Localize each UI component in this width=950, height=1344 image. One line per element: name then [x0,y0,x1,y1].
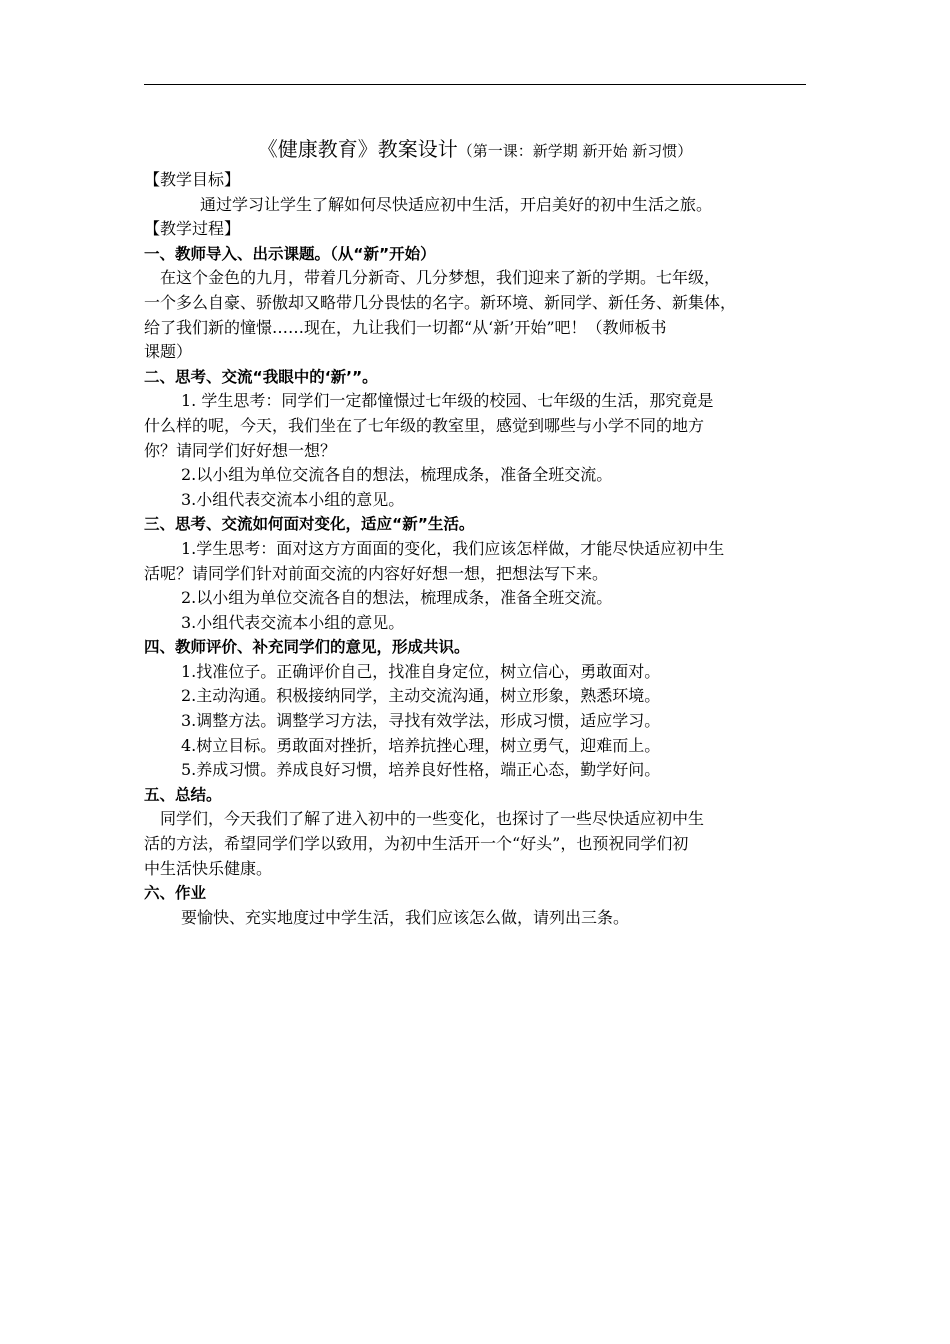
section-5-line: 活的方法，希望同学们学以致用，为初中生活开一个“好头”，也预祝同学们初 [144,834,689,854]
section-4-item: 5.养成习惯。养成良好习惯，培养良好性格，端正心态，勤学好问。 [181,760,661,780]
section-2-item-2: 2.以小组为单位交流各自的想法，梳理成条，准备全班交流。 [181,465,613,485]
section-1-line: 一个多么自豪、骄傲却又略带几分畏怯的名字。新环境、新同学、新任务、新集体， [144,292,737,312]
section-4-item: 2.主动沟通。积极接纳同学，主动交流沟通，树立形象，熟悉环境。 [181,686,661,706]
document-body [144,134,806,930]
section-1-line: 课题） [144,342,193,362]
section-6-heading: 六、作业 [144,884,207,903]
section-4-item: 1.找准位子。正确评价自己，找准自身定位，树立信心，勇敢面对。 [181,661,661,681]
section-3-heading: 三、思考、交流如何面对变化，适应“新”生活。 [144,515,475,534]
section-1-line: 在这个金色的九月，带着几分新奇、几分梦想，我们迎来了新的学期。七年级， [160,268,721,288]
title-main: 《健康教育》教案设计 [257,137,458,161]
header-rule [144,84,806,85]
document-title [144,134,806,166]
goal-text: 通过学习让学生了解如何尽快适应初中生活，开启美好的初中生活之旅。 [200,194,713,214]
section-2-item-1-line: 1. 学生思考：同学们一定都憧憬过七年级的校园、七年级的生活，那究竟是 [181,391,714,411]
section-4-item: 3.调整方法。调整学习方法，寻找有效学法，形成习惯，适应学习。 [181,711,661,731]
section-6-text: 要愉快、充实地度过中学生活，我们应该怎么做，请列出三条。 [181,907,630,927]
section-2-item-1-line: 你？请同学们好好想一想？ [144,440,337,460]
section-5-line: 中生活快乐健康。 [144,858,273,878]
section-3-item-1-line: 1.学生思考：面对这方方面面的变化，我们应该怎样做，才能尽快适应初中生 [181,538,725,558]
section-1-line: 给了我们新的憧憬……现在，九让我们一切都“从‘新’开始”吧！（教师板书 [144,317,667,337]
title-subtitle: （第一课：新学期 新开始 新习惯） [457,142,693,160]
section-4-heading: 四、教师评价、补充同学们的意见，形成共识。 [144,638,470,657]
section-1-heading: 一、教师导入、出示课题。（从“新”开始） [144,244,436,263]
section-2-heading: 二、思考、交流“我眼中的‘新’”。 [144,367,378,386]
section-3-item-3: 3.小组代表交流本小组的意见。 [181,612,405,632]
process-header: 【教学过程】 [144,219,241,239]
section-5-line: 同学们，今天我们了解了进入初中的一些变化，也探讨了一些尽快适应初中生 [160,809,705,829]
section-4-item: 4.树立目标。勇敢面对挫折，培养抗挫心理，树立勇气，迎难而上。 [181,735,661,755]
section-2-item-3: 3.小组代表交流本小组的意见。 [181,489,405,509]
section-3-item-1-line: 活呢？请同学们针对前面交流的内容好好想一想，把想法写下来。 [144,563,609,583]
section-5-heading: 五、总结。 [144,785,222,804]
goal-header: 【教学目标】 [144,170,241,189]
section-2-item-1-line: 什么样的呢，今天，我们坐在了七年级的教室里，感觉到哪些与小学不同的地方 [144,415,705,435]
section-3-item-2: 2.以小组为单位交流各自的想法，梳理成条，准备全班交流。 [181,588,613,608]
